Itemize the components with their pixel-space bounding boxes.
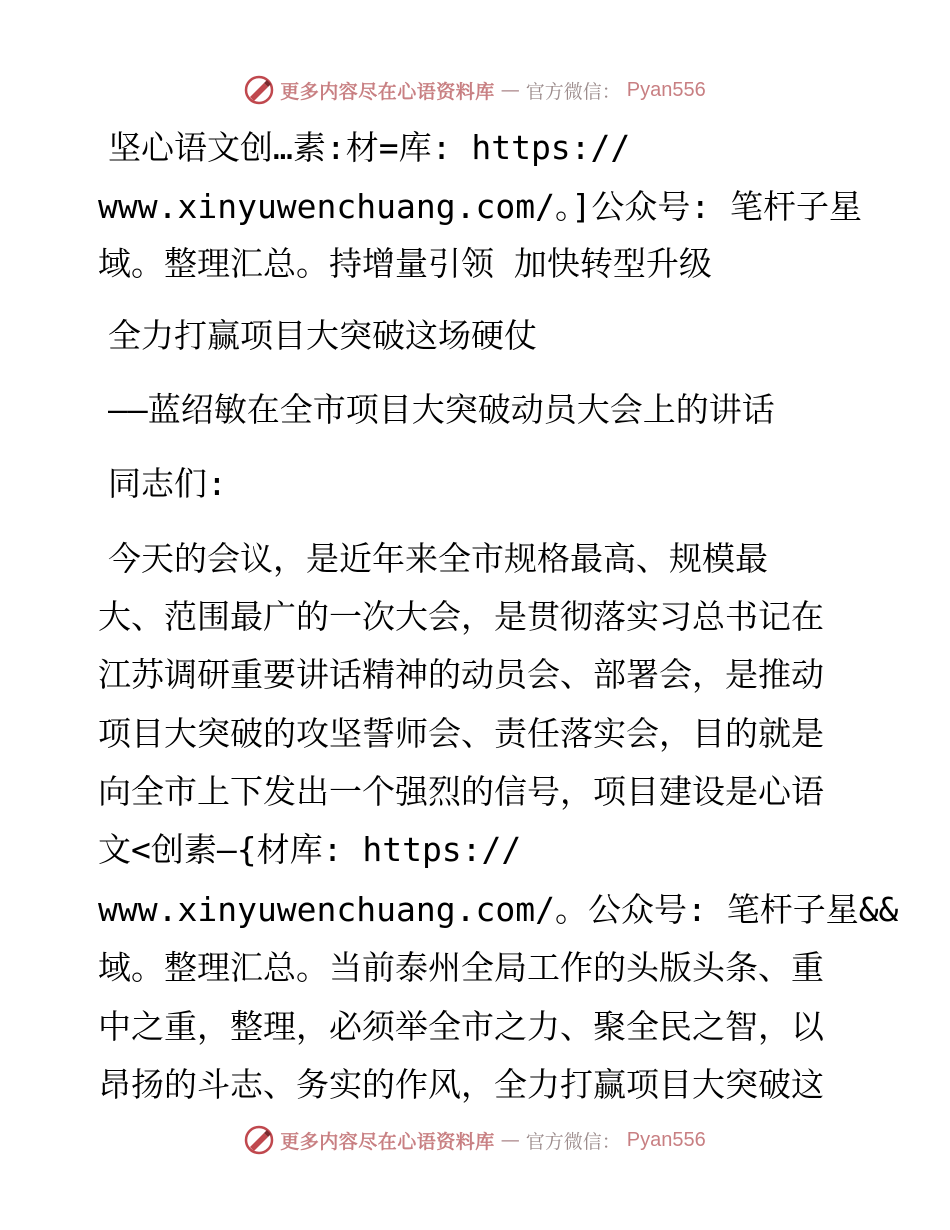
- text-line-16: 昂扬的斗志、务实的作风，全力打赢项目大突破这: [98, 1065, 824, 1104]
- text-line-12: 文<创素—{材库: https://: [98, 830, 522, 869]
- text-line-10: 项目大突破的攻坚誓师会、责任落实会，目的就是: [98, 714, 824, 753]
- text-line-11: 向全市上下发出一个强烈的信号，项目建设是心语: [98, 772, 824, 811]
- text-line-7: 今天的会议，是近年来全市规格最高、规模最: [108, 539, 768, 578]
- pen-logo-icon: [244, 1125, 274, 1155]
- document-subtitle: ——蓝绍敏在全市项目大突破动员大会上的讲话: [108, 390, 775, 429]
- header-watermark: [0, 70, 950, 110]
- watermark-account: Pyan556: [626, 1128, 706, 1151]
- pen-logo-icon: [244, 75, 274, 105]
- watermark-subtitle: 官方微信：: [525, 80, 621, 103]
- watermark-separator: —: [500, 79, 520, 101]
- watermark-subtitle: 官方微信：: [525, 1130, 621, 1153]
- text-line-9: 江苏调研重要讲话精神的动员会、部署会，是推动: [98, 655, 824, 694]
- footer-watermark: [0, 1120, 950, 1160]
- watermark-account: Pyan556: [626, 78, 706, 101]
- text-line-2: www.xinyuwenchuang.com/。]公众号: 笔杆子星: [98, 187, 863, 226]
- watermark-title: 更多内容尽在心语资料库: [280, 80, 495, 103]
- text-line-8: 大、范围最广的一次大会，是贯彻落实习总书记在: [98, 597, 824, 636]
- text-line-3: 域。整理汇总。持增量引领 加快转型升级: [98, 244, 712, 283]
- text-line-15: 中之重，整理，必须举全市之力、聚全民之智，以: [98, 1007, 824, 1046]
- watermark-title: 更多内容尽在心语资料库: [280, 1130, 495, 1153]
- watermark-separator: —: [500, 1129, 520, 1151]
- salutation: 同志们:: [108, 464, 227, 503]
- text-line-14: 域。整理汇总。当前泰州全局工作的头版头条、重: [98, 948, 824, 987]
- text-line-1: 坚心语文创…素:材=库: https://: [108, 128, 631, 167]
- text-line-13: www.xinyuwenchuang.com/。公众号: 笔杆子星&&: [98, 890, 899, 929]
- document-title: 全力打赢项目大突破这场硬仗: [108, 316, 537, 355]
